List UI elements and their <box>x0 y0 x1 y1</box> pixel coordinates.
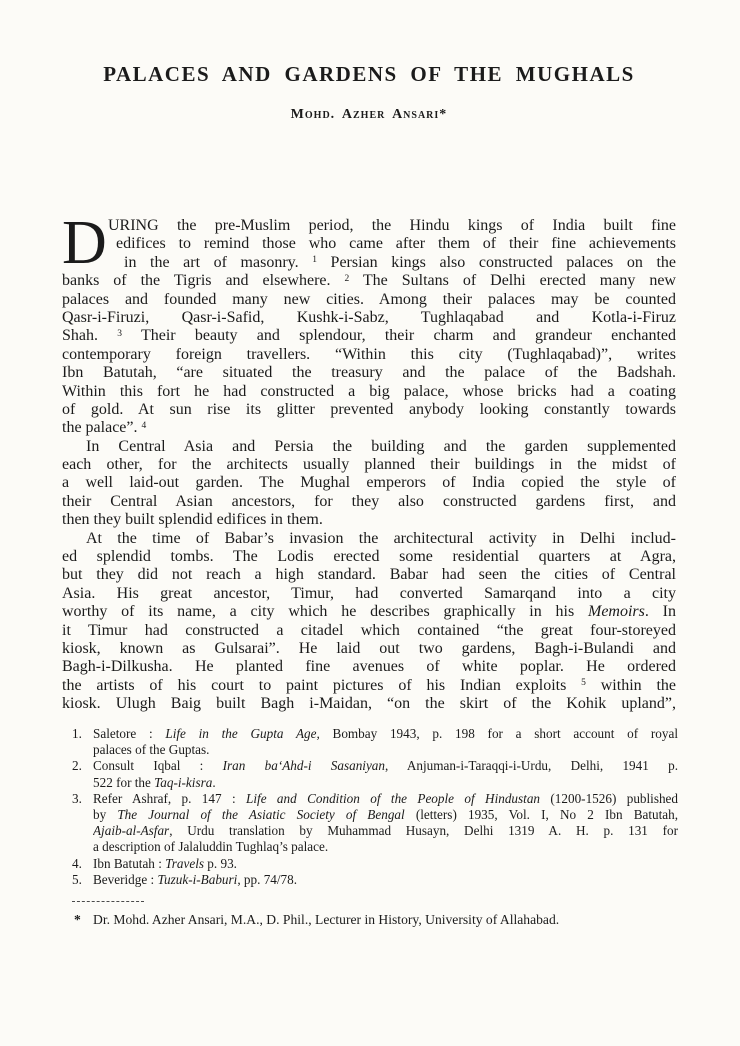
text-line <box>93 775 678 791</box>
text-segment: The Journal of the Asiatic Society of Bengal <box>117 806 405 822</box>
text-segment: of gold. At sun rise its glitter prevented anybody looking constantly towards <box>62 400 676 418</box>
text-segment: worthy of its name, a city which he describes graphically in his <box>62 603 588 621</box>
footnote-number: 3. <box>72 790 82 806</box>
paragraph <box>62 530 676 714</box>
text-line <box>62 419 676 437</box>
text-segment: banks of the Tigris and elsewhere. <box>62 272 345 290</box>
text-segment: a well laid-out garden. The Mughal emperors of India copied the style of <box>62 474 676 492</box>
text-line <box>62 272 676 290</box>
text-segment: Taq-i-kisra <box>154 774 213 790</box>
text-segment: . <box>212 774 216 790</box>
paragraph <box>62 438 676 530</box>
text-line <box>93 872 678 888</box>
text-segment: At the time of Babar’s invasion the architectural activity in Delhi includ- <box>86 529 676 547</box>
footnote-number: 5. <box>72 871 82 887</box>
text-line <box>62 640 676 658</box>
text-segment: Iran ba‘Ahd-i Sasaniyan <box>222 758 385 774</box>
footnote <box>62 758 678 790</box>
footnote-text <box>93 726 678 758</box>
text-line <box>93 791 678 807</box>
text-line <box>93 807 678 823</box>
footnote-number: 2. <box>72 758 82 774</box>
footnote-text <box>93 758 678 790</box>
text-segment: URING the pre-Muslim period, the Hindu kings of India built fine <box>108 217 676 234</box>
footnote-text <box>93 872 678 888</box>
text-line <box>62 530 676 548</box>
text-segment: p. 93. <box>204 855 237 871</box>
footnote-text <box>93 791 678 856</box>
text-line <box>62 254 676 272</box>
text-segment: Travels <box>165 855 204 871</box>
text-segment: Ajaib-al-Asfar <box>93 823 170 839</box>
text-line <box>62 217 676 235</box>
text-line <box>62 658 676 676</box>
text-line <box>62 401 676 419</box>
text-segment: ed splendid tombs. The Lodis erected some residential quarters at Agra, <box>62 548 676 566</box>
text-segment: within the <box>585 676 676 694</box>
text-segment: then they built splendid edifices in them. <box>62 511 323 529</box>
text-line <box>62 291 676 309</box>
text-line <box>62 474 676 492</box>
paragraph <box>62 209 676 438</box>
footnote <box>62 791 678 856</box>
text-line <box>62 364 676 382</box>
asterisk-marker: * <box>74 912 81 927</box>
text-segment: In Central Asia and Persia the building and the garden supplemented <box>86 437 676 455</box>
text-segment: Shah. <box>62 327 118 345</box>
article-title: PALACES AND GARDENS OF THE MUGHALS <box>103 62 635 86</box>
text-line <box>62 438 676 456</box>
footnote <box>62 726 678 758</box>
text-segment: the palace”. <box>62 419 142 437</box>
text-segment: Qasr-i-Firuzi, Qasr-i-Safid, Kushk-i-Sabz, Tughlaqabad and Kotla-i-Firuz <box>62 308 676 326</box>
text-segment: Refer Ashraf, p. 147 : <box>93 790 247 806</box>
text-line <box>62 235 676 253</box>
text-segment: (letters) 1935, Vol. I, No 2 Ibn Batutah, <box>404 806 678 822</box>
text-segment: in the art of masonry. <box>124 253 313 271</box>
text-line <box>62 309 676 327</box>
text-line <box>62 346 676 364</box>
text-line <box>62 566 676 584</box>
text-segment: by <box>93 806 118 822</box>
text-line <box>93 839 678 855</box>
text-segment: kiosk. Ulugh Baig built Bagh i-Maidan, “on the skirt of the Kohik upland”, <box>62 695 676 713</box>
text-line <box>93 742 678 758</box>
text-segment: , Urdu translation by Muhammad Husayn, Delhi 1319 A. H. p. 131 for <box>169 823 678 839</box>
drop-cap: D <box>62 209 107 277</box>
footnotes-section <box>62 726 678 888</box>
text-segment: Life in the Gupta Age, <box>165 726 320 741</box>
text-segment: palaces of the Guptas. <box>93 742 210 758</box>
text-line <box>62 585 676 603</box>
text-segment: contemporary foreign travellers. “Within this city (Tughlaqabad)”, writes <box>62 345 676 363</box>
text-segment: edifices to remind those who came after them of their fine achievements <box>116 235 676 253</box>
text-segment: Saletore : <box>93 726 166 741</box>
text-segment: , pp. 74/78. <box>237 871 298 887</box>
text-segment: Persian kings also constructed palaces on the <box>316 253 676 271</box>
body-text <box>62 209 676 714</box>
footnote-separator <box>72 901 144 902</box>
text-line <box>62 695 676 713</box>
text-segment: 522 for the <box>93 774 155 790</box>
text-line <box>62 383 676 401</box>
footnote-marker: 4 <box>141 420 147 431</box>
text-segment: Their beauty and splendour, their charm and grandeur enchanted <box>122 327 676 345</box>
text-segment: The Sultans of Delhi erected many new <box>349 272 676 290</box>
text-segment: Ibn Batutah : <box>93 855 166 871</box>
text-segment: , Anjuman-i-Taraqqi-i-Urdu, Delhi, 1941 p. <box>385 758 678 774</box>
text-segment: Beveridge : <box>93 871 158 887</box>
text-segment: Ibn Batutah, “are situated the treasury and the palace of the Badshah. <box>62 364 676 382</box>
text-segment: the artists of his court to paint pictures of his Indian exploits <box>62 676 582 694</box>
footnote-text <box>93 856 678 872</box>
text-line <box>62 456 676 474</box>
text-line <box>62 677 676 695</box>
text-segment: . In <box>644 603 676 621</box>
text-segment: Life and Condition of the People of Hindustan <box>246 790 541 806</box>
text-line <box>62 327 676 345</box>
text-line <box>93 726 678 742</box>
text-segment: Asia. His great ancestor, Timur, had converted Samarqand into a city <box>62 584 676 602</box>
author-line: Mohd. Azher Ansari* <box>290 107 448 122</box>
text-segment: Bombay 1943, p. 198 for a short account of royal <box>319 726 678 741</box>
footnote-marker: 3 <box>117 328 123 339</box>
text-segment: Tuzuk-i-Baburi <box>157 871 238 887</box>
text-line <box>62 493 676 511</box>
text-line <box>93 823 678 839</box>
text-segment: a description of Jalaluddin Tughlaq’s palace. <box>93 839 329 855</box>
footnote-marker: 2 <box>344 273 350 284</box>
text-line <box>93 856 678 872</box>
text-segment: Consult Iqbal : <box>93 758 223 774</box>
text-line <box>62 622 676 640</box>
text-segment: each other, for the architects usually planned their buildings in the midst of <box>62 456 676 474</box>
footnote-number: 4. <box>72 855 82 871</box>
text-line <box>62 511 676 529</box>
text-segment: Memoirs <box>587 603 645 621</box>
footnote <box>62 856 678 872</box>
text-line <box>62 603 676 621</box>
text-segment: it Timur had constructed a citadel which contained “the great four-storeyed <box>62 621 676 639</box>
footnote <box>62 872 678 888</box>
text-segment: Bagh-i-Dilkusha. He planted fine avenues of white poplar. He ordered <box>62 658 676 676</box>
text-segment: but they did not reach a high standard. Babar had seen the cities of Central <box>62 566 676 584</box>
text-segment: kiosk, known as Gulsarai”. He laid out two gardens, Bagh-i-Bulandi and <box>62 639 676 657</box>
text-segment: their Central Asian ancestors, for they also constructed gardens first, and <box>62 492 676 510</box>
footnote-marker: 1 <box>312 255 317 266</box>
footnote-marker: 5 <box>581 678 586 689</box>
text-line <box>93 758 678 774</box>
author-affiliation-note <box>62 911 684 928</box>
text-segment: palaces and founded many new cities. Among their palaces may be counted <box>62 290 676 308</box>
footnote-number: 1. <box>72 726 82 741</box>
affiliation-text: Dr. Mohd. Azher Ansari, M.A., D. Phil., Lecturer in History, University of Allahabad. <box>93 912 560 927</box>
text-segment: Within this fort he had constructed a big palace, whose bricks had a coating <box>62 382 676 400</box>
text-line <box>62 548 676 566</box>
text-segment: (1200-1526) published <box>540 790 678 806</box>
